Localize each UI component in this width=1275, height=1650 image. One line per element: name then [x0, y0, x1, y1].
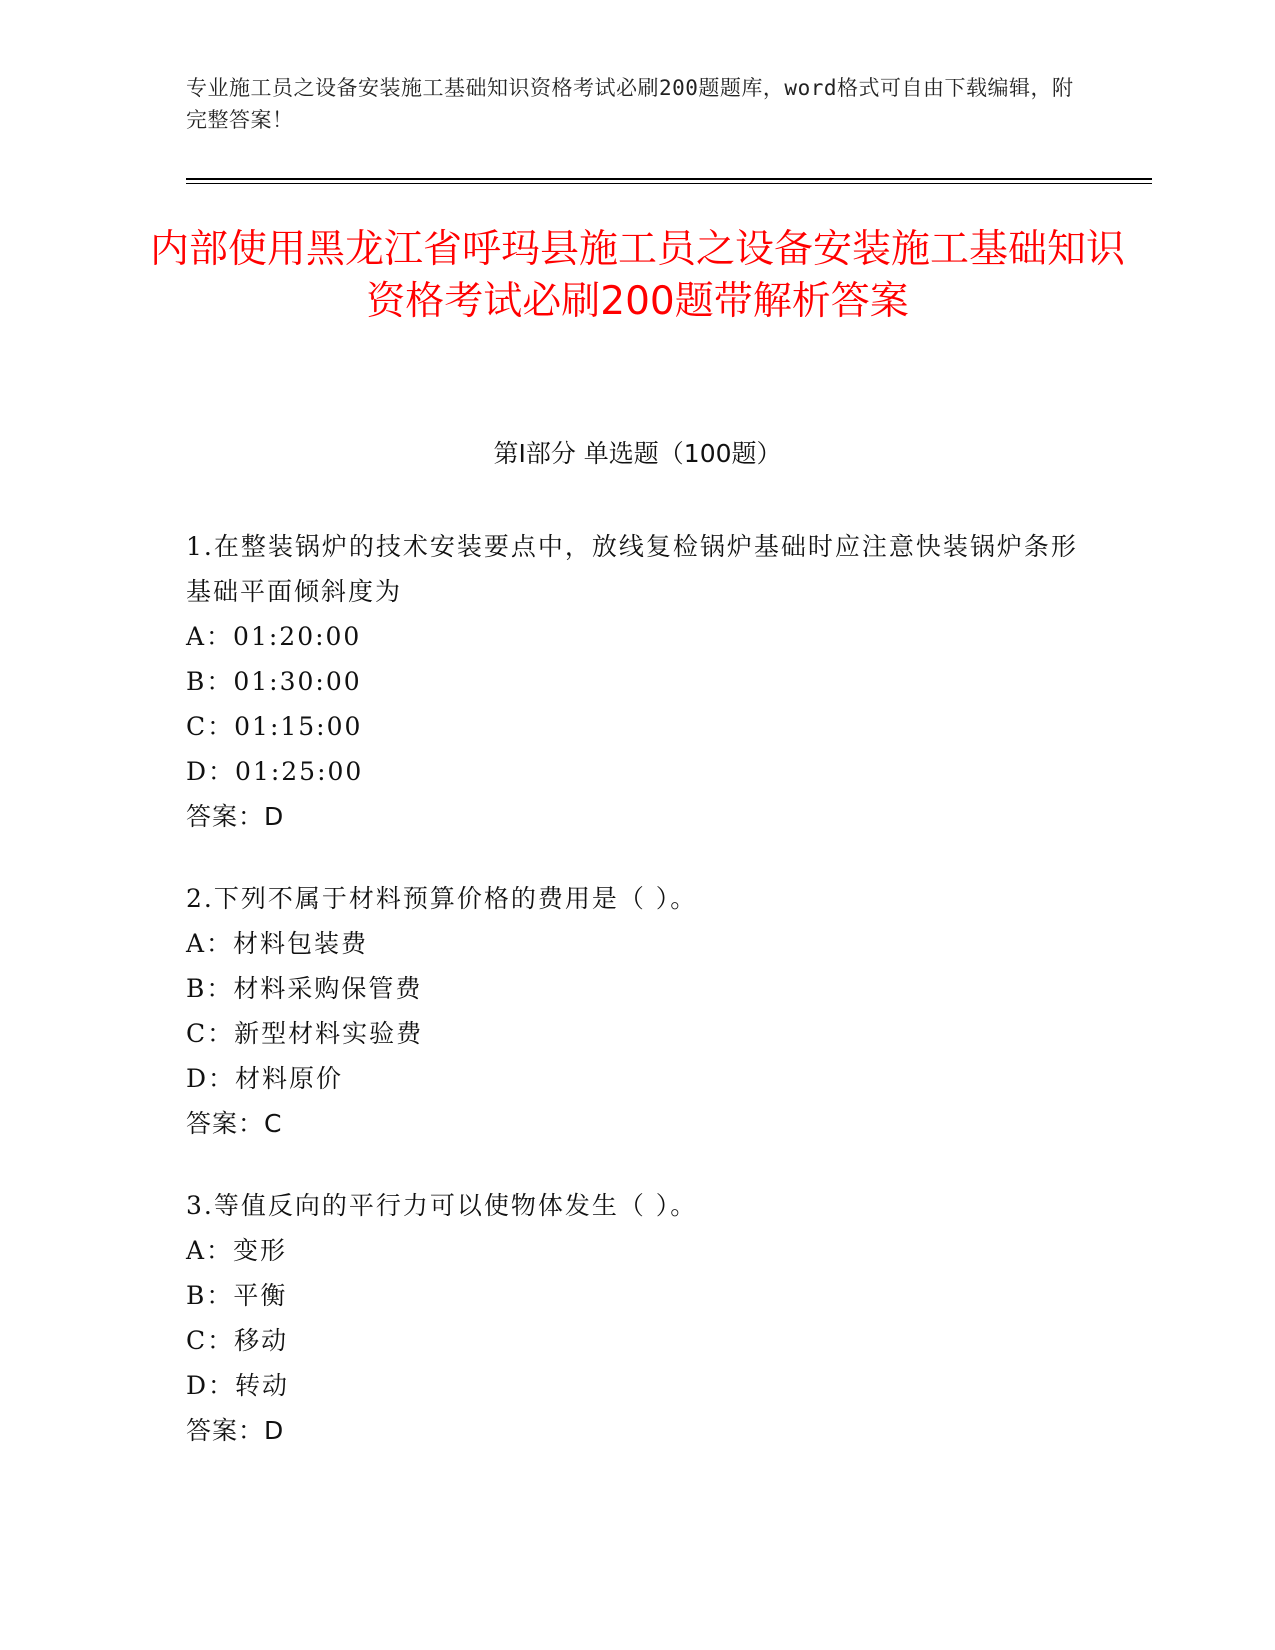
- question-list: [186, 524, 1086, 1490]
- option-b: B：材料采购保管费: [186, 974, 423, 1003]
- option-a: A：变形: [186, 1236, 288, 1265]
- option-c: C：新型材料实验费: [186, 1019, 424, 1048]
- header-note: 专业施工员之设备安装施工基础知识资格考试必刷200题题库，word格式可自由下载编辑，附完整答案！: [186, 76, 1074, 132]
- option-c: C：移动: [186, 1326, 289, 1355]
- document-title: 内部使用黑龙江省呼玛县施工员之设备安装施工基础知识资格考试必刷200题带解析答案: [150, 227, 1126, 324]
- question-3: [186, 1183, 1086, 1453]
- option-d: D：材料原价: [186, 1064, 344, 1093]
- answer: 答案：D: [186, 1416, 285, 1445]
- option-a: A：材料包装费: [186, 929, 369, 958]
- answer: 答案：D: [186, 802, 285, 831]
- option-a: A：01:20:00: [186, 622, 362, 651]
- question-1: [186, 524, 1086, 839]
- question-stem: 1.在整装锅炉的技术安装要点中，放线复检锅炉基础时应注意快装锅炉条形基础平面倾斜度为: [186, 532, 1078, 606]
- option-b: B：平衡: [186, 1281, 288, 1310]
- question-stem: 3.等值反向的平行力可以使物体发生（ ）。: [186, 1191, 698, 1220]
- header-rule-thick: [186, 178, 1152, 180]
- option-c: C：01:15:00: [186, 712, 363, 741]
- option-b: B：01:30:00: [186, 667, 362, 696]
- question-stem: 2.下列不属于材料预算价格的费用是（ ）。: [186, 884, 698, 913]
- question-2: [186, 876, 1086, 1146]
- section-title: 第I部分 单选题（100题）: [493, 439, 782, 468]
- answer: 答案：C: [186, 1109, 283, 1138]
- header-rule-thin: [186, 183, 1152, 184]
- option-d: D：转动: [186, 1371, 290, 1400]
- option-d: D：01:25:00: [186, 757, 364, 786]
